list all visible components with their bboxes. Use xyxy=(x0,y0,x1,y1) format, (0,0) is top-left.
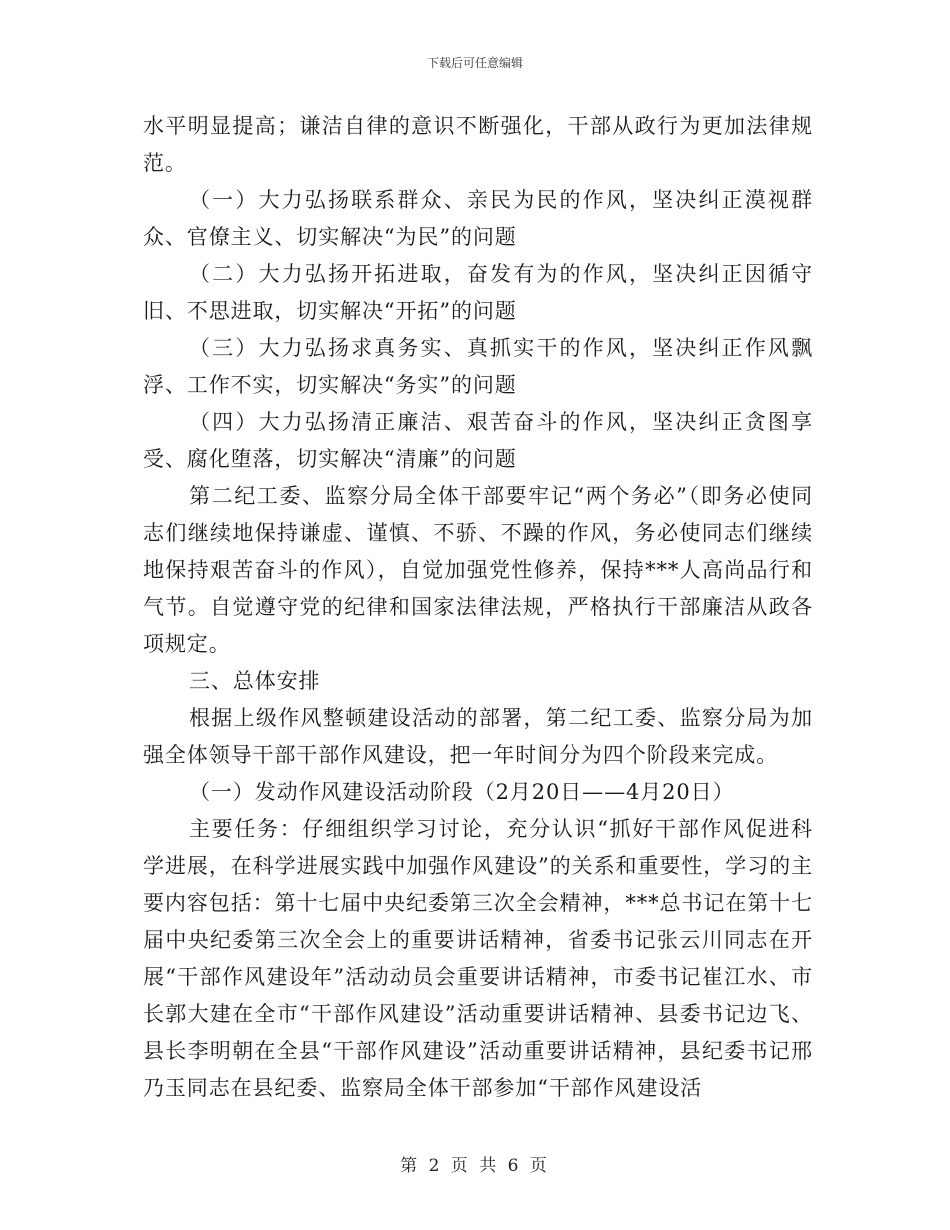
paragraph-1: 水平明显提高；谦洁自律的意识不断强化，干部从政行为更加法律规范。 xyxy=(143,114,813,175)
page-header: 下载后可任意编辑 xyxy=(426,56,523,70)
paragraph-2: （一）大力弘扬联系群众、亲民为民的作风，坚决纠正漠视群众、官僚主义、切实解决“为民”的问题 xyxy=(143,188,813,249)
document-body xyxy=(143,108,813,1107)
paragraph-8: 根据上级作风整顿建设活动的部署，第二纪工委、监察分局为加强全体领导干部干部作风建设，把一年时间分为四个阶段来完成。 xyxy=(143,706,813,767)
paragraph-4: （三）大力弘扬求真务实、真抓实干的作风，坚决纠正作风飘浮、工作不实，切实解决“务实”的问题 xyxy=(143,336,813,397)
paragraph-3: （二）大力弘扬开拓进取，奋发有为的作风，坚决纠正因循守旧、不思进取，切实解决“开拓”的问题 xyxy=(143,262,813,323)
paragraph-6: 第二纪工委、监察分局全体干部要牢记“两个务必”（即务必使同志们继续地保持谦虚、谨慎、不骄、不躁的作风，务必使同志们继续地保持艰苦奋斗的作风），自觉加强党性修养，保持***人高尚品行和气节。自觉遵守党的纪律和国家法律法规，严格执行干部廉洁从政各项规定。 xyxy=(143,484,813,656)
paragraph-10: 主要任务：仔细组织学习讨论，充分认识“抓好干部作风促进科学进展，在科学进展实践中加强作风建设”的关系和重要性，学习的主要内容包括：第十七届中央纪委第三次全会精神，***总书记在第十七届中央纪委第三次全会上的重要讲话精神，省委书记张云川同志在开展“干部作风建设年”活动动员会重要讲话精神，市委书记崔江水、市长郭大建在全市“干部作风建设”活动重要讲话精神、县委书记边飞、县长李明朝在全县“干部作风建设”活动重要讲话精神，县纪委书记邢乃玉同志在县纪委、监察局全体干部参加“干部作风建设活 xyxy=(143,817,813,1100)
page-number-footer: 第 2 页 共 6 页 xyxy=(400,1156,550,1176)
subsection-heading: （一）发动作风建设活动阶段（2月20日——4月20日） xyxy=(189,780,735,804)
section-heading: 三、总体安排 xyxy=(189,669,321,693)
paragraph-5: （四）大力弘扬清正廉洁、艰苦奋斗的作风，坚决纠正贪图享受、腐化堕落，切实解决“清廉”的问题 xyxy=(143,410,813,471)
